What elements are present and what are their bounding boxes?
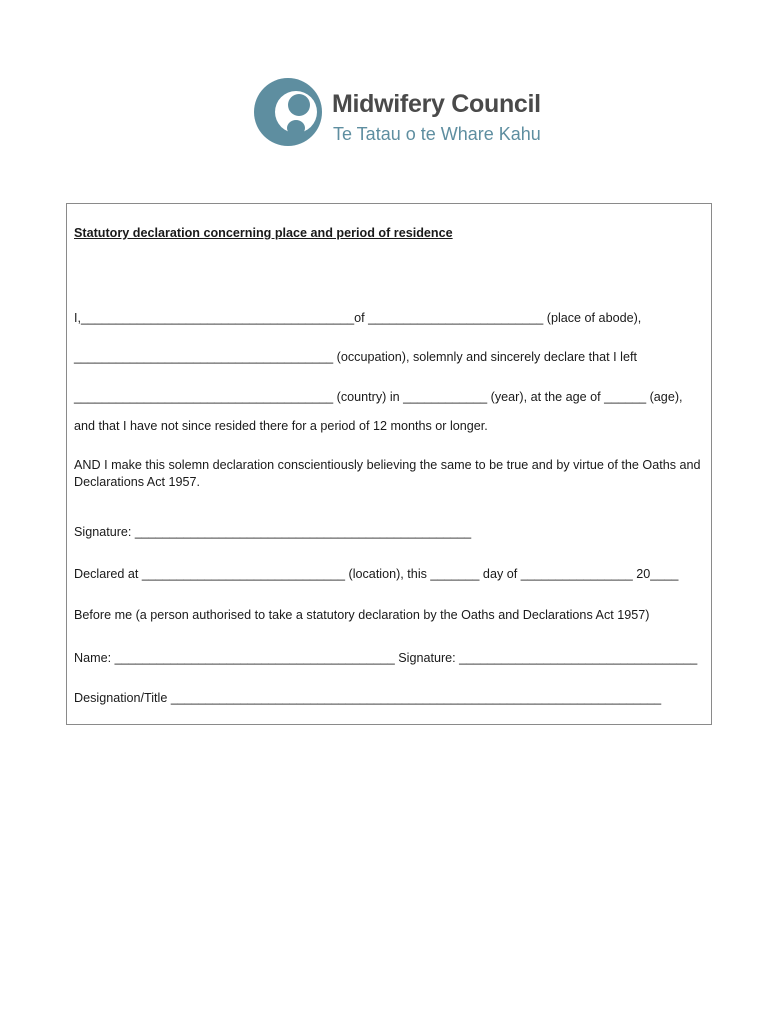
occupation-line[interactable]: _____________________________________ (occupation), solemnly and sincerely declare that I left bbox=[74, 350, 637, 364]
witness-authority-statement: Before me (a person authorised to take a statutory declaration by the Oaths and Declarations Act 1957) bbox=[74, 608, 650, 622]
council-emblem-icon bbox=[252, 72, 328, 154]
designation-title-line[interactable]: Designation/Title ______________________________________________________________________ bbox=[74, 691, 662, 705]
logo-subtitle: Te Tatau o te Whare Kahu bbox=[333, 124, 541, 144]
declared-at-line[interactable]: Declared at _____________________________ (location), this _______ day of ________________ 20____ bbox=[74, 567, 679, 581]
declarant-name-line[interactable]: I,_______________________________________of _________________________ (place of abode), bbox=[74, 311, 642, 325]
form-heading: Statutory declaration concerning place and period of residence bbox=[74, 226, 453, 240]
declarant-signature-line[interactable]: Signature: ________________________________________________ bbox=[74, 525, 472, 539]
witness-name-signature-line[interactable]: Name: ________________________________________ Signature: __________________________________ bbox=[74, 651, 698, 665]
country-year-age-line[interactable]: _____________________________________ (country) in ____________ (year), at the age of ______ (age), bbox=[74, 390, 683, 404]
residence-period-statement: and that I have not since resided there for a period of 12 months or longer. bbox=[74, 419, 488, 433]
midwifery-council-logo bbox=[252, 72, 552, 156]
declaration-form bbox=[66, 203, 712, 725]
logo-title: Midwifery Council bbox=[332, 90, 541, 118]
solemn-declaration-statement: AND I make this solemn declaration conscientiously believing the same to be true and by virtue of the Oaths and Declarations Act 1957. bbox=[74, 458, 701, 489]
